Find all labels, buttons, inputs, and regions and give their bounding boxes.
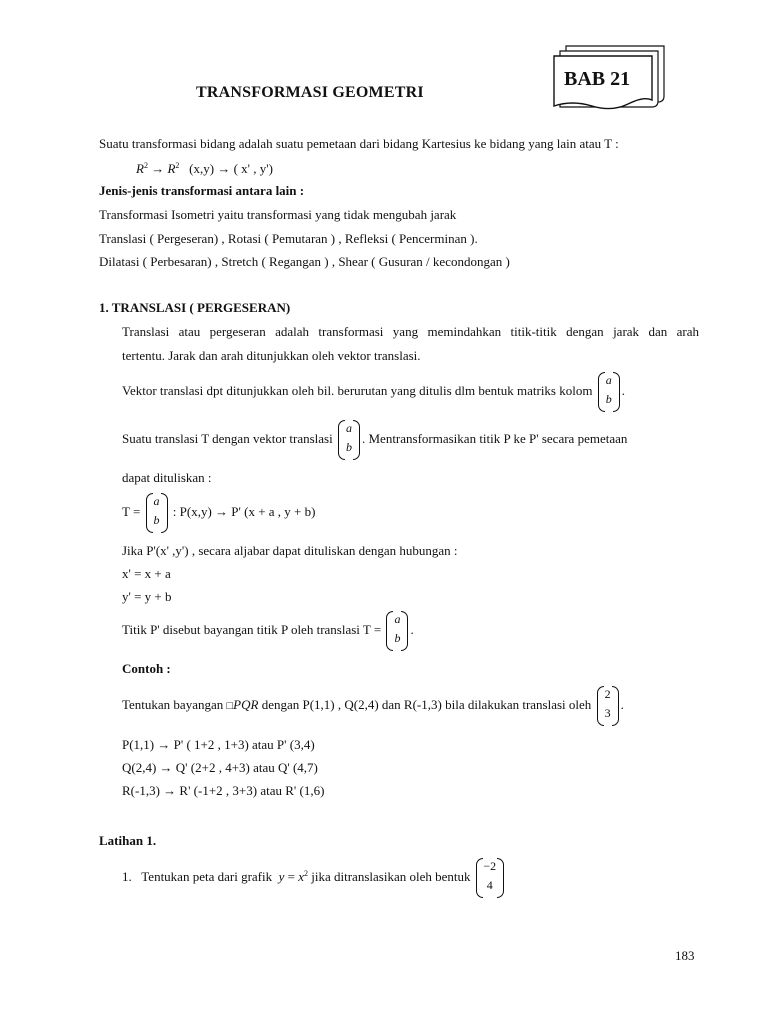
t-mapping: : P(x,y) → P' (x + a , y + b) bbox=[172, 503, 316, 519]
vec-top: a bbox=[345, 421, 352, 435]
translasi-text-a: Suatu translasi T dengan vektor translasi bbox=[122, 430, 333, 446]
isometri-text: Transformasi Isometri yaitu transformasi yang tidak mengubah jarak bbox=[99, 207, 457, 222]
eq-x: x' = x + a bbox=[122, 566, 171, 581]
pqr: PQR bbox=[233, 696, 259, 712]
page-number: 183 bbox=[675, 948, 695, 963]
vec-top: 2 bbox=[604, 687, 611, 701]
contoh-p: P(1,1) → P' ( 1+2 , 1+3) atau P' (3,4) bbox=[122, 737, 315, 752]
vec-bottom: b bbox=[153, 513, 160, 527]
vec-bottom: b bbox=[605, 392, 612, 406]
math-sup: 2 bbox=[304, 868, 309, 878]
punct: . bbox=[620, 696, 624, 712]
column-vector bbox=[597, 686, 619, 726]
isometri-list: Translasi ( Pergeseran) , Rotasi ( Pemutaran ) , Refleksi ( Pencerminan ). bbox=[99, 231, 478, 246]
translasi-line bbox=[122, 420, 699, 460]
column-vector bbox=[338, 420, 360, 460]
section-heading: 1. TRANSLASI ( PERGESERAN) bbox=[99, 300, 291, 315]
translasi-text-b: . Mentransformasikan titik P ke P' secara pemetaan bbox=[361, 430, 628, 446]
vec-bottom: b bbox=[394, 631, 401, 645]
latihan-item bbox=[122, 858, 506, 898]
arrow-icon: → bbox=[217, 161, 231, 176]
triangle-icon: □ bbox=[226, 699, 234, 712]
column-vector bbox=[598, 372, 620, 412]
contoh-heading: Contoh : bbox=[122, 661, 171, 676]
contoh-task-a: Tentukan bayangan bbox=[122, 696, 227, 712]
math-y: y bbox=[278, 868, 285, 884]
vec-top: −2 bbox=[483, 859, 497, 873]
titik-line bbox=[122, 611, 414, 651]
punct: . bbox=[410, 621, 414, 637]
column-vector bbox=[386, 611, 408, 651]
types-heading: Jenis-jenis transformasi antara lain : bbox=[99, 183, 305, 198]
math-r: R bbox=[136, 161, 144, 176]
vector-line bbox=[122, 372, 625, 412]
math-xy-prime: ( x' , y') bbox=[233, 161, 273, 176]
math-xy: (x,y) bbox=[189, 161, 215, 176]
item-text-a: Tentukan peta dari grafik bbox=[141, 868, 273, 884]
item-text-b: jika ditranslasikan oleh bentuk bbox=[308, 868, 471, 884]
column-vector bbox=[146, 493, 168, 533]
math-sup: 2 bbox=[175, 161, 180, 170]
item-number: 1. bbox=[122, 868, 132, 884]
math-r: R bbox=[167, 161, 176, 176]
math-eq: = bbox=[284, 868, 299, 884]
vector-text: Vektor translasi dpt ditunjukkan oleh bil. berurutan yang ditulis dlm bentuk matriks kolom bbox=[122, 382, 593, 398]
other-list: Dilatasi ( Perbesaran) , Stretch ( Regangan ) , Shear ( Gusuran / kecondongan ) bbox=[99, 254, 510, 269]
bab-label: BAB 21 bbox=[564, 68, 631, 90]
t-eq-label: T = bbox=[122, 503, 141, 519]
page-title: TRANSFORMASI GEOMETRI bbox=[196, 84, 424, 101]
contoh-task-b: dengan P(1,1) , Q(2,4) dan R(-1,3) bila dilakukan translasi oleh bbox=[258, 696, 592, 712]
vec-bottom: b bbox=[345, 440, 352, 454]
translasi-para-line1: Translasi atau pergeseran adalah transformasi yang memindahkan titik-titik dengan jarak dan arah bbox=[122, 324, 699, 339]
contoh-q: Q(2,4) → Q' (2+2 , 4+3) atau Q' (4,7) bbox=[122, 760, 318, 775]
mapping-formula bbox=[136, 161, 273, 177]
math-x: x bbox=[298, 868, 305, 884]
vec-top: a bbox=[394, 612, 401, 626]
arrow-icon: → bbox=[151, 161, 165, 176]
vec-top: a bbox=[605, 373, 612, 387]
vec-bottom: 4 bbox=[486, 878, 493, 892]
t-equation bbox=[122, 493, 315, 533]
jika-text: Jika P'(x' ,y') , secara aljabar dapat dituliskan dengan hubungan : bbox=[122, 543, 458, 558]
vec-top: a bbox=[153, 494, 160, 508]
intro-line: Suatu transformasi bidang adalah suatu pemetaan dari bidang Kartesius ke bidang yang lain atau T : bbox=[99, 136, 619, 151]
chapter-badge bbox=[552, 44, 672, 112]
contoh-task bbox=[122, 686, 624, 726]
dapat-text: dapat dituliskan : bbox=[122, 470, 212, 485]
eq-y: y' = y + b bbox=[122, 589, 172, 604]
translasi-para-line2: tertentu. Jarak dan arah ditunjukkan oleh vektor translasi. bbox=[122, 348, 421, 363]
titik-text: Titik P' disebut bayangan titik P oleh translasi T = bbox=[122, 621, 382, 637]
vec-bottom: 3 bbox=[604, 706, 611, 720]
latihan-heading: Latihan 1. bbox=[99, 833, 157, 848]
punct: . bbox=[621, 382, 625, 398]
contoh-r: R(-1,3) → R' (-1+2 , 3+3) atau R' (1,6) bbox=[122, 783, 325, 798]
math-sup: 2 bbox=[143, 161, 148, 170]
column-vector bbox=[476, 858, 504, 898]
